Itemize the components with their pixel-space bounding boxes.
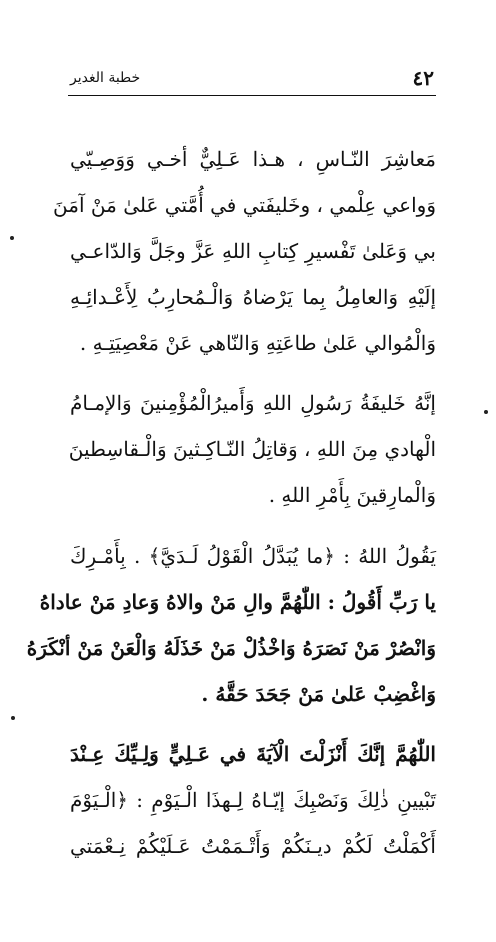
margin-mark [11,716,15,720]
margin-mark [10,236,14,240]
paragraph-4 [70,731,436,869]
text-line: بي وَعَلىٰ تَفْسيرِ كِتابِ اللهِ عَزَّ وجَلَّ وَالدّاعـي [70,239,436,263]
text-line: يا رَبِّ أَقُولُ : اللّٰهُمَّ والِ مَنْ والاهُ وَعادِ مَنْ عاداهُ [39,590,436,614]
text-line: اللّٰهُمَّ إنَّكَ أَنْزَلْتَ الْآيَةَ في عَـلِيٍّ وَلِـيِّكَ عِـنْدَ [70,742,436,766]
text-line: أَكْمَلْتُ لَكُمْ ديـنَكُمْ وَأَتْـمَمْتُ عَـلَيْكُمْ نِـعْمَتي [70,834,436,858]
paragraph-2 [70,380,436,518]
text-line: وَاغْضِبْ عَلىٰ مَنْ جَحَدَ حَقَّهُ . [201,682,436,706]
text-line: إنَّهُ خَليفَةُ رَسُولِ اللهِ وَأَميرُالْمُؤْمِنينَ وَالإمـامُ [70,391,436,415]
text-line: وَانْصُرْ مَنْ نَصَرَهُ وَاخْذُلْ مَنْ خَذَلَهُ وَالْعَنْ مَنْ أنْكَرَهُ [26,636,436,660]
running-title: خطبة الغدير [70,70,141,86]
text-line: إلَيْهِ وَالعامِلُ بِما يَرْضاهُ وَالْـمُحارِبُ لِأَعْـدائِـهِ [70,285,436,309]
paragraph-1 [53,136,436,366]
paragraph-3 [26,533,436,717]
text-line: تَبْيينِ ذٰلِكَ وَنَصْبِكَ إيّـاهُ لِـهذَا الْـيَوْمِ : ﴿الْـيَوْمَ [70,788,436,812]
text-line: يَقُولُ اللهُ : ﴿ما يُبَدَّلُ الْقَوْلُ لَـدَيَّ﴾ . بِأَمْـرِكَ [70,544,436,568]
header-rule [68,95,436,96]
margin-mark [484,410,488,414]
page-number: ٤٢ [412,66,434,90]
text-line: وَالْمُوالي عَلىٰ طاعَتِهِ وَالنّاهي عَنْ مَعْصِيَتِـهِ . [79,331,436,355]
text-line: وَالْمارِقينَ بِأَمْرِ اللهِ . [268,483,436,507]
text-line: الْهادي مِنَ اللهِ ، وَقاتِلُ النّـاكِـثينَ وَالْـقاسِطينَ [68,437,436,461]
page-header [70,66,434,92]
text-line: وَواعي عِلْمي ، وخَليفَتي في أُمَّتي عَلىٰ مَنْ آمَنَ [53,193,436,217]
text-line: مَعاشِرَ النّـاسِ ، هـذا عَـلِيٌّ أخـي وَوَصِـيّي [70,147,436,171]
